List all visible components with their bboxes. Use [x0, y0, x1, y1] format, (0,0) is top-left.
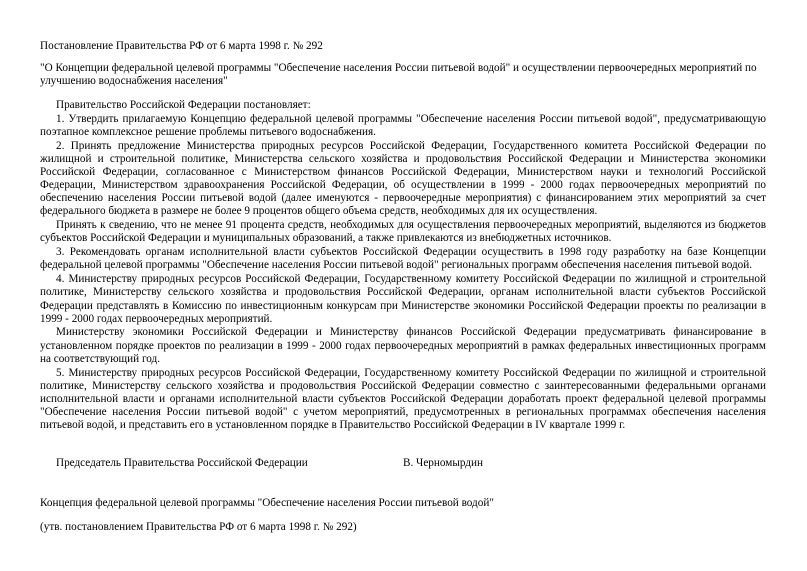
concept-title: Концепция федеральной целевой программы "Обеспечение населения России питьевой водой"	[40, 497, 494, 509]
paragraph-3: 3. Рекомендовать органам исполнительной власти субъектов Российской Федерации осуществить в 1998 году разработку на базе Концепции федеральной целевой программы "Обеспечение населения России питьевой водой" региональных программ обеспечения населения питьевой водой.	[40, 246, 766, 272]
signature-name: В. Черномырдин	[403, 457, 483, 469]
document-title: "О Концепции федеральной целевой программы "Обеспечение населения России питьевой водой" и осуществлении первоочередных мероприятий по улучшению водоснабжения населения"	[40, 62, 757, 88]
paragraph-4: 4. Министерству природных ресурсов Российской Федерации, Государственному комитету Российской Федерации по жилищной и строительной политике, Министерству сельского хозяйства и продовольствия Российской Федерации, органам исполнительной власти субъектов Российской Федерации представлять в Комиссию по инвестиционным конкурсам при Министерстве экономики Российской Федерации проекты по реализации в 1999 - 2000 годах первоочередных мероприятий.	[40, 273, 766, 325]
document-intro: Правительство Российской Федерации постановляет:	[56, 99, 311, 111]
paragraph-4-note: Министерству экономики Российской Федерации и Министерству финансов Российской Федерации предусматривать финансирование в установленном порядке проектов по реализации в 1999 - 2000 годах первоочередных мероприятий в рамках федеральных инвестиционных программ на соответствующий год.	[40, 326, 766, 365]
approved-note: (утв. постановлением Правительства РФ от 6 марта 1998 г. № 292)	[40, 521, 357, 533]
paragraph-2: 2. Принять предложение Министерства природных ресурсов Российской Федерации, Государственного комитета Российской Федерации по жилищной и строительной политике, Министерства сельского хозяйства и продовольствия Российской Федерации и Министерства экономики Российской Федерации, согласованное с Министерством финансов Российской Федерации, Министерством науки и технологий Российской Федерации, Министерством здравоохранения Российской Федерации, об осуществлении в 1999 - 2000 годах первоочередных мероприятий по обеспечению населения России питьевой водой (далее именуются - первоочередные мероприятия) с финансированием этих мероприятий за счет федерального бюджета в размере не более 9 процентов общего объема средств, необходимых для их осуществления.	[40, 139, 766, 218]
document-header: Постановление Правительства РФ от 6 марта 1998 г. № 292	[40, 40, 323, 52]
document-body	[40, 113, 766, 433]
paragraph-2-note: Принять к сведению, что не менее 91 процента средств, необходимых для осуществления первоочередных мероприятий, выделяются из бюджетов субъектов Российской Федерации и муниципальных образований, а также привлекаются из внебюджетных источников.	[40, 219, 766, 245]
signature-position: Председатель Правительства Российской Федерации	[56, 457, 308, 469]
paragraph-1: 1. Утвердить прилагаемую Концепцию федеральной целевой программы "Обеспечение населения России питьевой водой", предусматривающую поэтапное комплексное решение проблемы питьевого водоснабжения.	[40, 113, 766, 139]
paragraph-5: 5. Министерству природных ресурсов Российской Федерации, Государственному комитету Российской Федерации по жилищной и строительной политике, Министерству сельского хозяйства и продовольствия Российской Федерации совместно с заинтересованными федеральными органами исполнительной власти и органами исполнительной власти субъектов Российской Федерации доработать проект федеральной целевой программы "Обеспечение населения России питьевой водой" с учетом мероприятий, предусмотренных в региональных программах обеспечения населения питьевой водой, и представить его в установленном порядке в Правительство Российской Федерации в IV квартале 1999 г.	[40, 366, 766, 431]
